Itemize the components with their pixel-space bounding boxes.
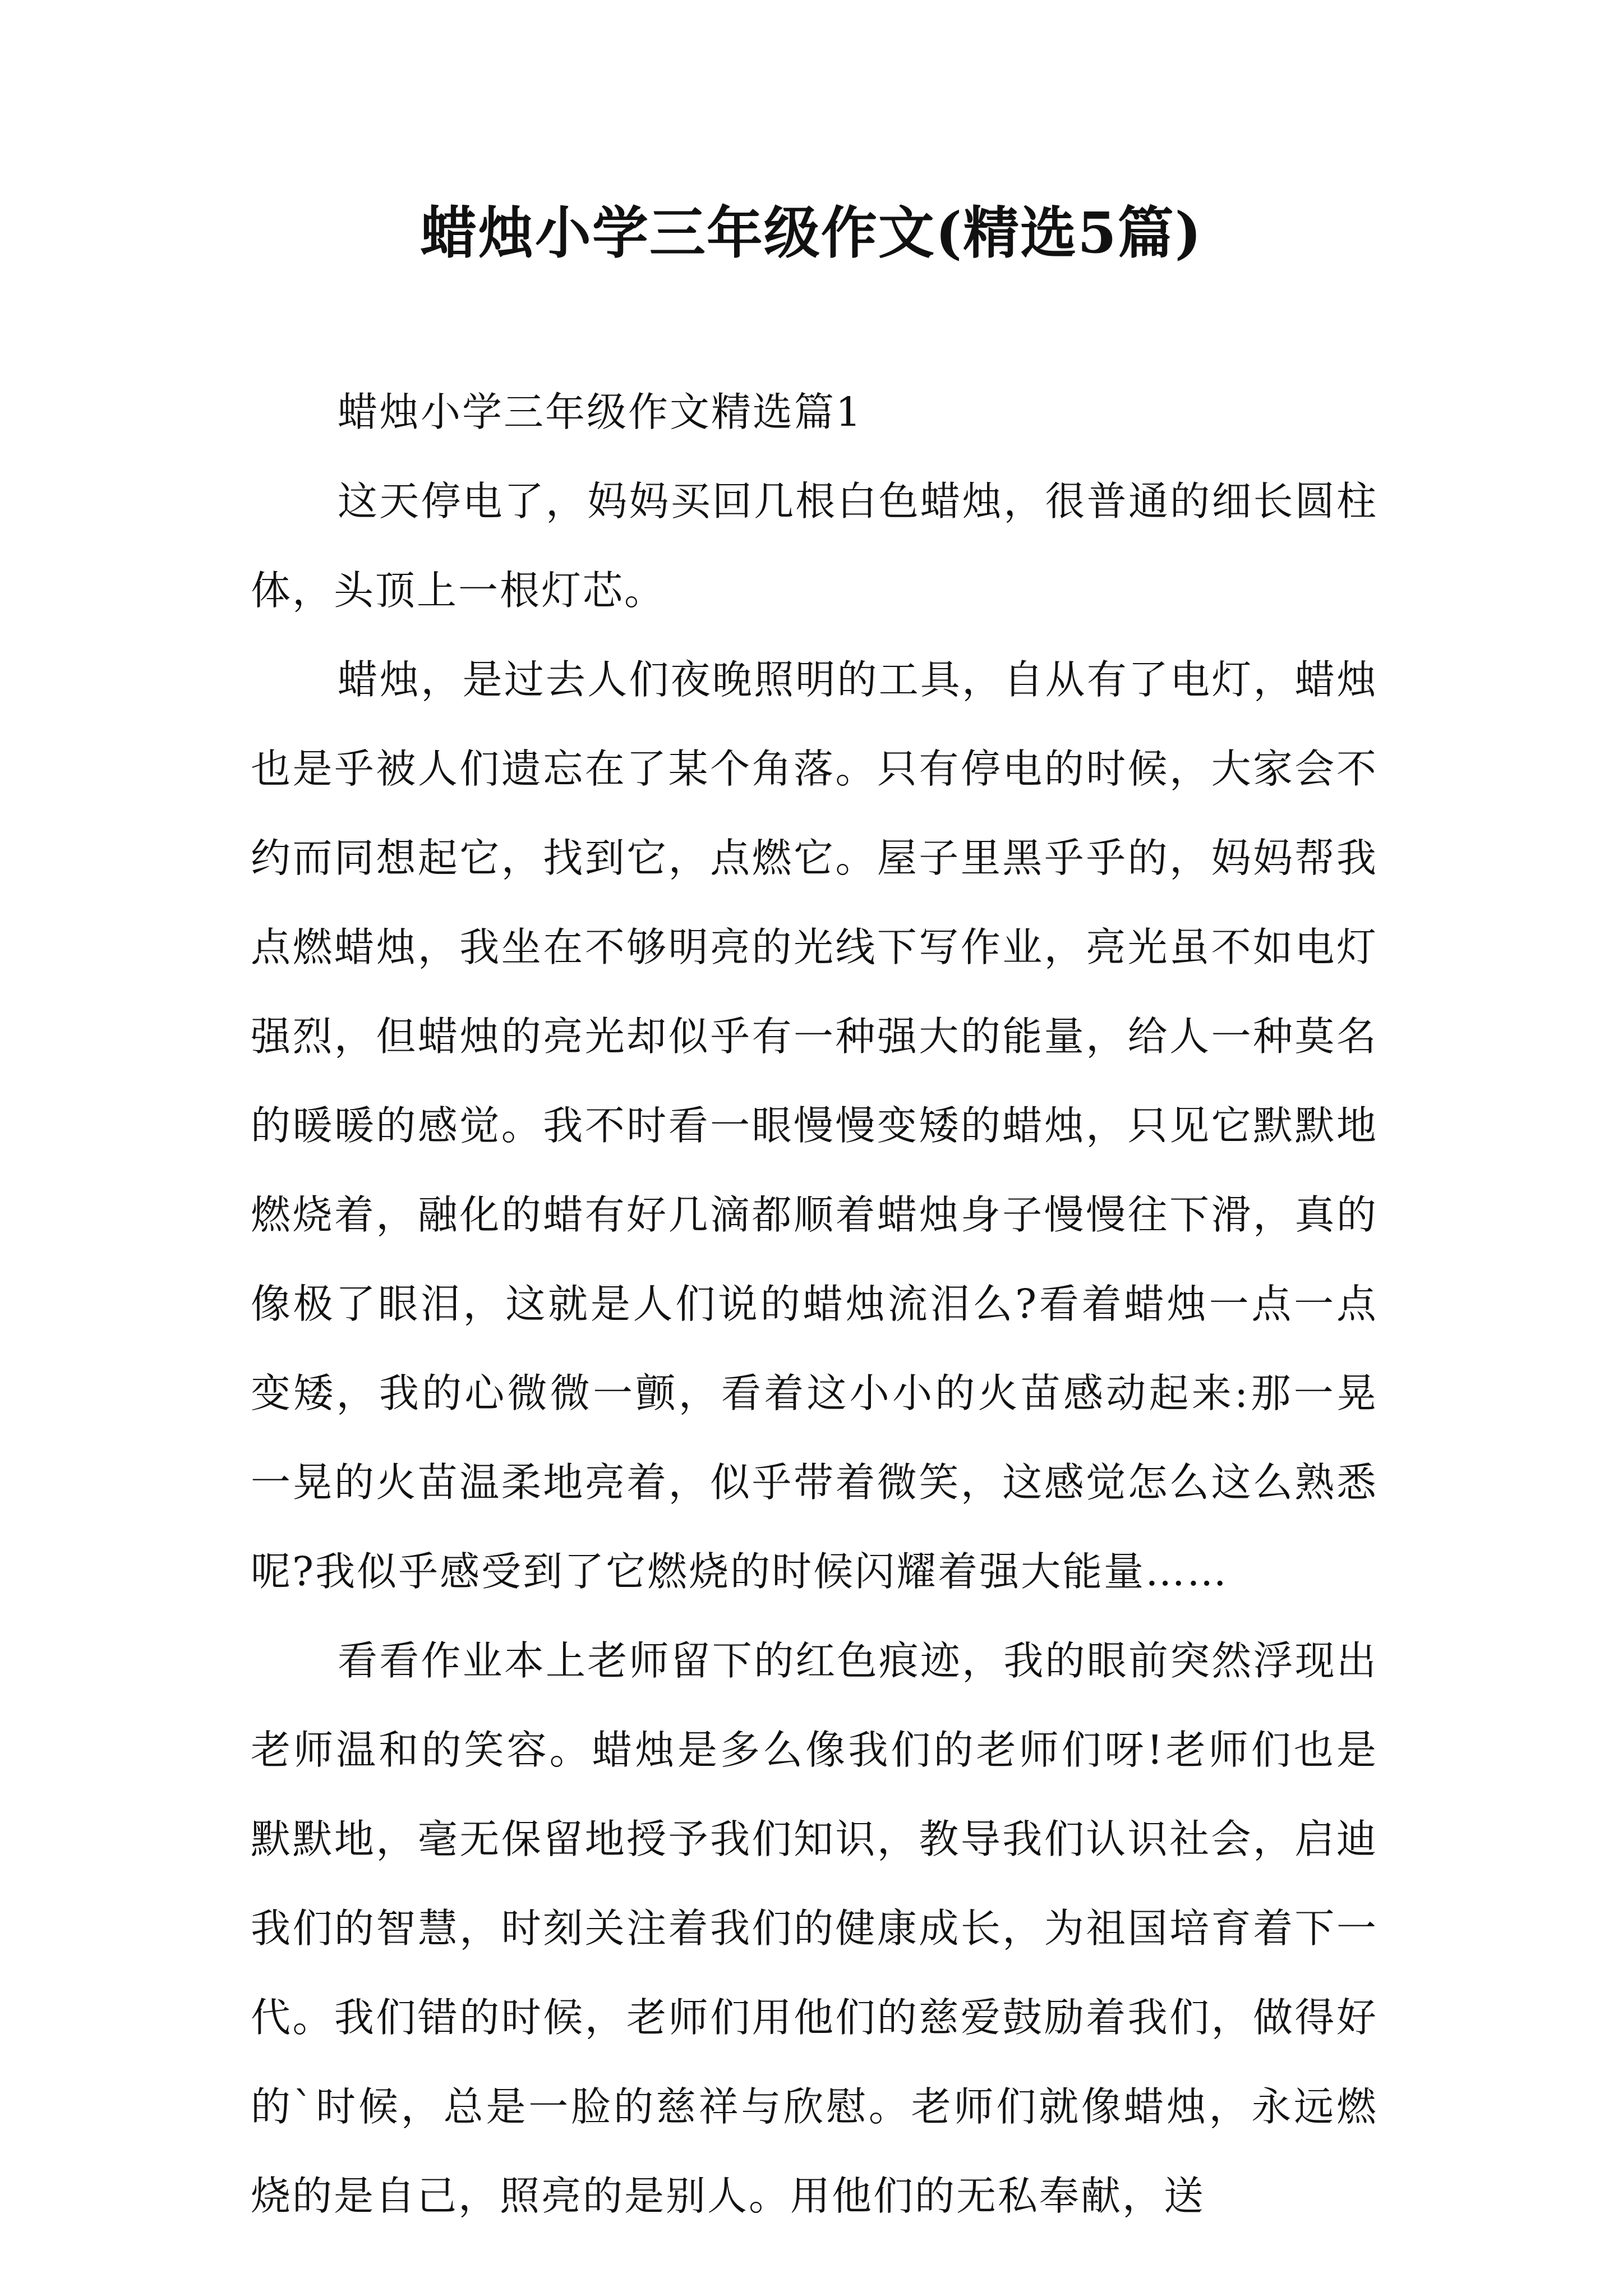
paragraph: 这天停电了，妈妈买回几根白色蜡烛，很普通的细长圆柱体，头顶上一根灯芯。 — [251, 478, 1378, 614]
document-title: 蜡烛小学三年级作文(精选5篇) — [420, 200, 1203, 266]
section-heading: 蜡烛小学三年级作文精选篇1 — [338, 389, 863, 435]
paragraph: 蜡烛，是过去人们夜晚照明的工具，自从有了电灯，蜡烛也是乎被人们遗忘在了某个角落。只有停电的时候，大家会不约而同想起它，找到它，点燃它。屋子里黑乎乎的，妈妈帮我点燃蜡烛，我坐在不够明亮的光线下写作业，亮光虽不如电灯强烈，但蜡烛的亮光却似乎有一种强大的能量，给人一种莫名的暖暖的感觉。我不时看一眼慢慢变矮的蜡烛，只见它默默地燃烧着，融化的蜡有好几滴都顺着蜡烛身子慢慢往下滑，真的像极了眼泪，这就是人们说的蜡烛流泪么?看着蜡烛一点一点变矮，我的心微微一颤，看着这小小的火苗感动起来:那一晃一晃的火苗温柔地亮着，似乎带着微笑，这感觉怎么这么熟悉呢?我似乎感受到了它燃烧的时候闪耀着强大能量…… — [251, 656, 1378, 1595]
document-body — [251, 367, 1378, 2240]
paragraph: 看看作业本上老师留下的红色痕迹，我的眼前突然浮现出老师温和的笑容。蜡烛是多么像我们的老师们呀!老师们也是默默地，毫无保留地授予我们知识，教导我们认识社会，启迪我们的智慧，时刻关注着我们的健康成长，为祖国培育着下一代。我们错的时候，老师们用他们的慈爱鼓励着我们，做得好的`时候，总是一脸的慈祥与欣慰。老师们就像蜡烛，永远燃烧的是自己，照亮的是别人。用他们的无私奉献，送 — [251, 1637, 1378, 2219]
